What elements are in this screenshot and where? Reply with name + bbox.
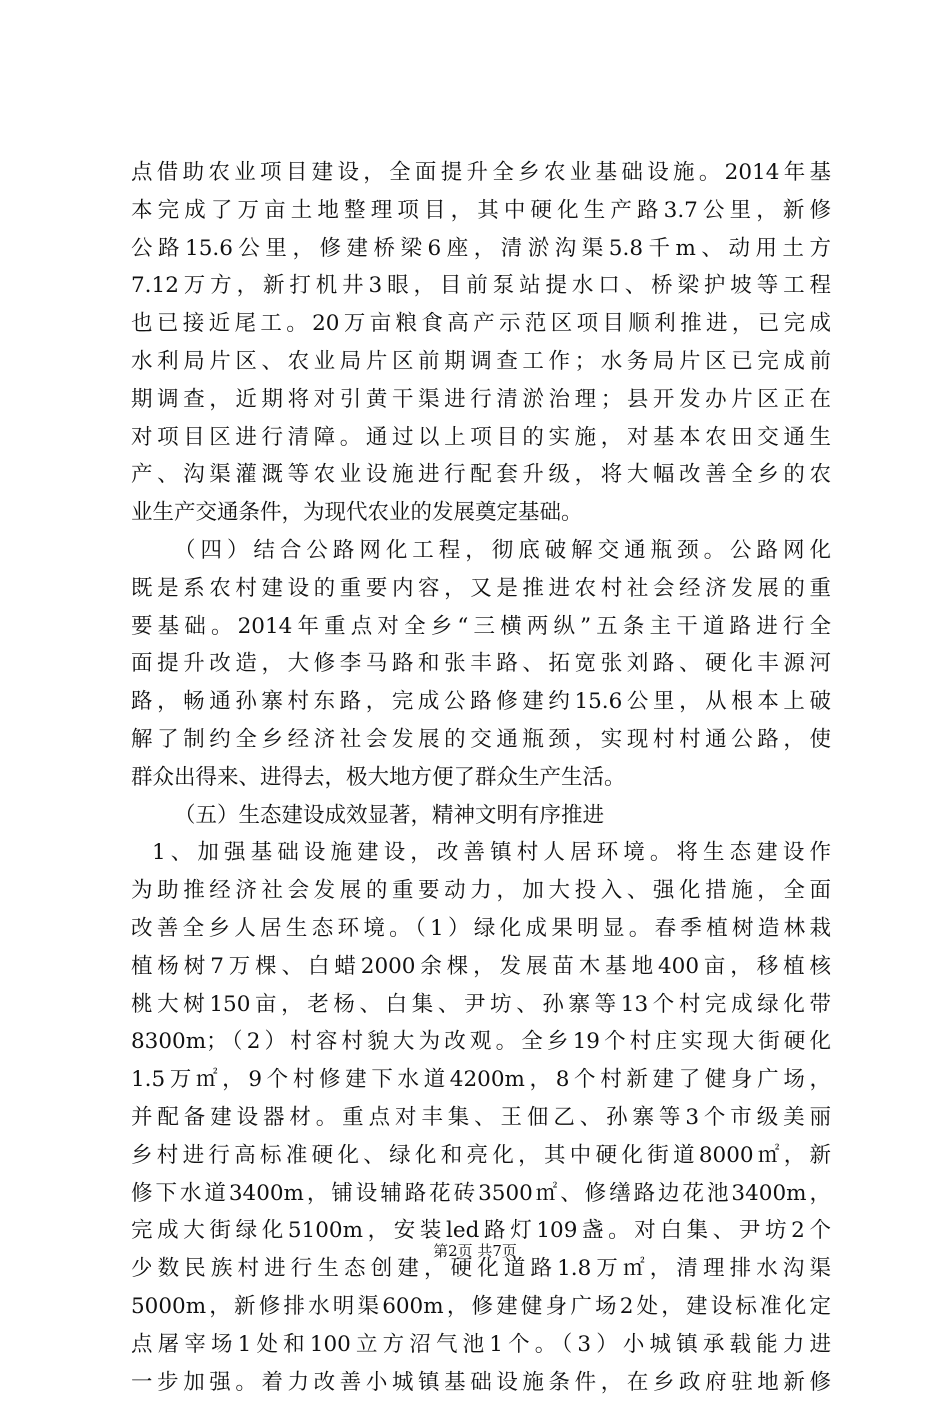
document-body bbox=[131, 154, 831, 1401]
text-line: 解了制约全乡经济社会发展的交通瓶颈，实现村村通公路，使 bbox=[131, 721, 831, 759]
text-line: 植杨树7万棵、白蜡2000余棵，发展苗木基地400亩，移植核 bbox=[131, 948, 831, 986]
text-line: 7.12万方，新打机井3眼，目前泵站提水口、桥梁护坡等工程 bbox=[131, 267, 831, 305]
text-line: 路，畅通孙寨村东路，完成公路修建约15.6公里，从根本上破 bbox=[131, 683, 831, 721]
text-line: 要基础。2014年重点对全乡“三横两纵”五条主干道路进行全 bbox=[131, 608, 831, 646]
text-line: 既是系农村建设的重要内容，又是推进农村社会经济发展的重 bbox=[131, 570, 831, 608]
text-line: 乡村进行高标准硬化、绿化和亮化，其中硬化街道8000㎡，新 bbox=[131, 1137, 831, 1175]
text-line: 对项目区进行清障。通过以上项目的实施，对基本农田交通生 bbox=[131, 419, 831, 457]
text-line: 本完成了万亩土地整理项目，其中硬化生产路3.7公里，新修 bbox=[131, 192, 831, 230]
text-line: 期调查，近期将对引黄干渠进行清淤治理；县开发办片区正在 bbox=[131, 381, 831, 419]
page-footer: 第2页 共7页 bbox=[0, 1241, 950, 1261]
text-line: 也已接近尾工。20万亩粮食高产示范区项目顺利推进，已完成 bbox=[131, 305, 831, 343]
text-line: 业生产交通条件，为现代农业的发展奠定基础。 bbox=[131, 494, 831, 532]
text-line: 群众出得来、进得去，极大地方便了群众生产生活。 bbox=[131, 759, 831, 797]
text-line: （五）生态建设成效显著，精神文明有序推进 bbox=[131, 797, 831, 835]
text-line: 5000m，新修排水明渠600m，修建健身广场2处，建设标准化定 bbox=[131, 1288, 831, 1326]
text-line: 1.5万㎡，9个村修建下水道4200m，8个村新建了健身广场， bbox=[131, 1061, 831, 1099]
text-line: 1、加强基础设施建设，改善镇村人居环境。将生态建设作 bbox=[131, 834, 831, 872]
text-line: 公路15.6公里，修建桥梁6座，清淤沟渠5.8千m、动用土方 bbox=[131, 230, 831, 268]
text-line: 桃大树150亩，老杨、白集、尹坊、孙寨等13个村完成绿化带 bbox=[131, 986, 831, 1024]
text-line: 产、沟渠灌溉等农业设施进行配套升级，将大幅改善全乡的农 bbox=[131, 456, 831, 494]
text-line: 8300m；（2）村容村貌大为改观。全乡19个村庄实现大街硬化 bbox=[131, 1023, 831, 1061]
text-line: 完成大街绿化5100m，安装led路灯109盏。对白集、尹坊2个 bbox=[131, 1212, 831, 1250]
text-line: 修下水道3400m，铺设辅路花砖3500㎡、修缮路边花池3400m， bbox=[131, 1175, 831, 1213]
text-line: 少数民族村进行生态创建，硬化道路1.8万㎡，清理排水沟渠 bbox=[131, 1250, 831, 1288]
text-line: 一步加强。着力改善小城镇基础设施条件，在乡政府驻地新修 bbox=[131, 1364, 831, 1401]
text-line: 并配备建设器材。重点对丰集、王佃乙、孙寨等3个市级美丽 bbox=[131, 1099, 831, 1137]
text-line: 改善全乡人居生态环境。（1）绿化成果明显。春季植树造林栽 bbox=[131, 910, 831, 948]
text-line: 为助推经济社会发展的重要动力，加大投入、强化措施，全面 bbox=[131, 872, 831, 910]
text-line: （四）结合公路网化工程，彻底破解交通瓶颈。公路网化 bbox=[131, 532, 831, 570]
text-line: 面提升改造，大修李马路和张丰路、拓宽张刘路、硬化丰源河 bbox=[131, 645, 831, 683]
text-line: 点屠宰场1处和100立方沼气池1个。（3）小城镇承载能力进 bbox=[131, 1326, 831, 1364]
text-line: 水利局片区、农业局片区前期调查工作；水务局片区已完成前 bbox=[131, 343, 831, 381]
text-line: 点借助农业项目建设，全面提升全乡农业基础设施。2014年基 bbox=[131, 154, 831, 192]
